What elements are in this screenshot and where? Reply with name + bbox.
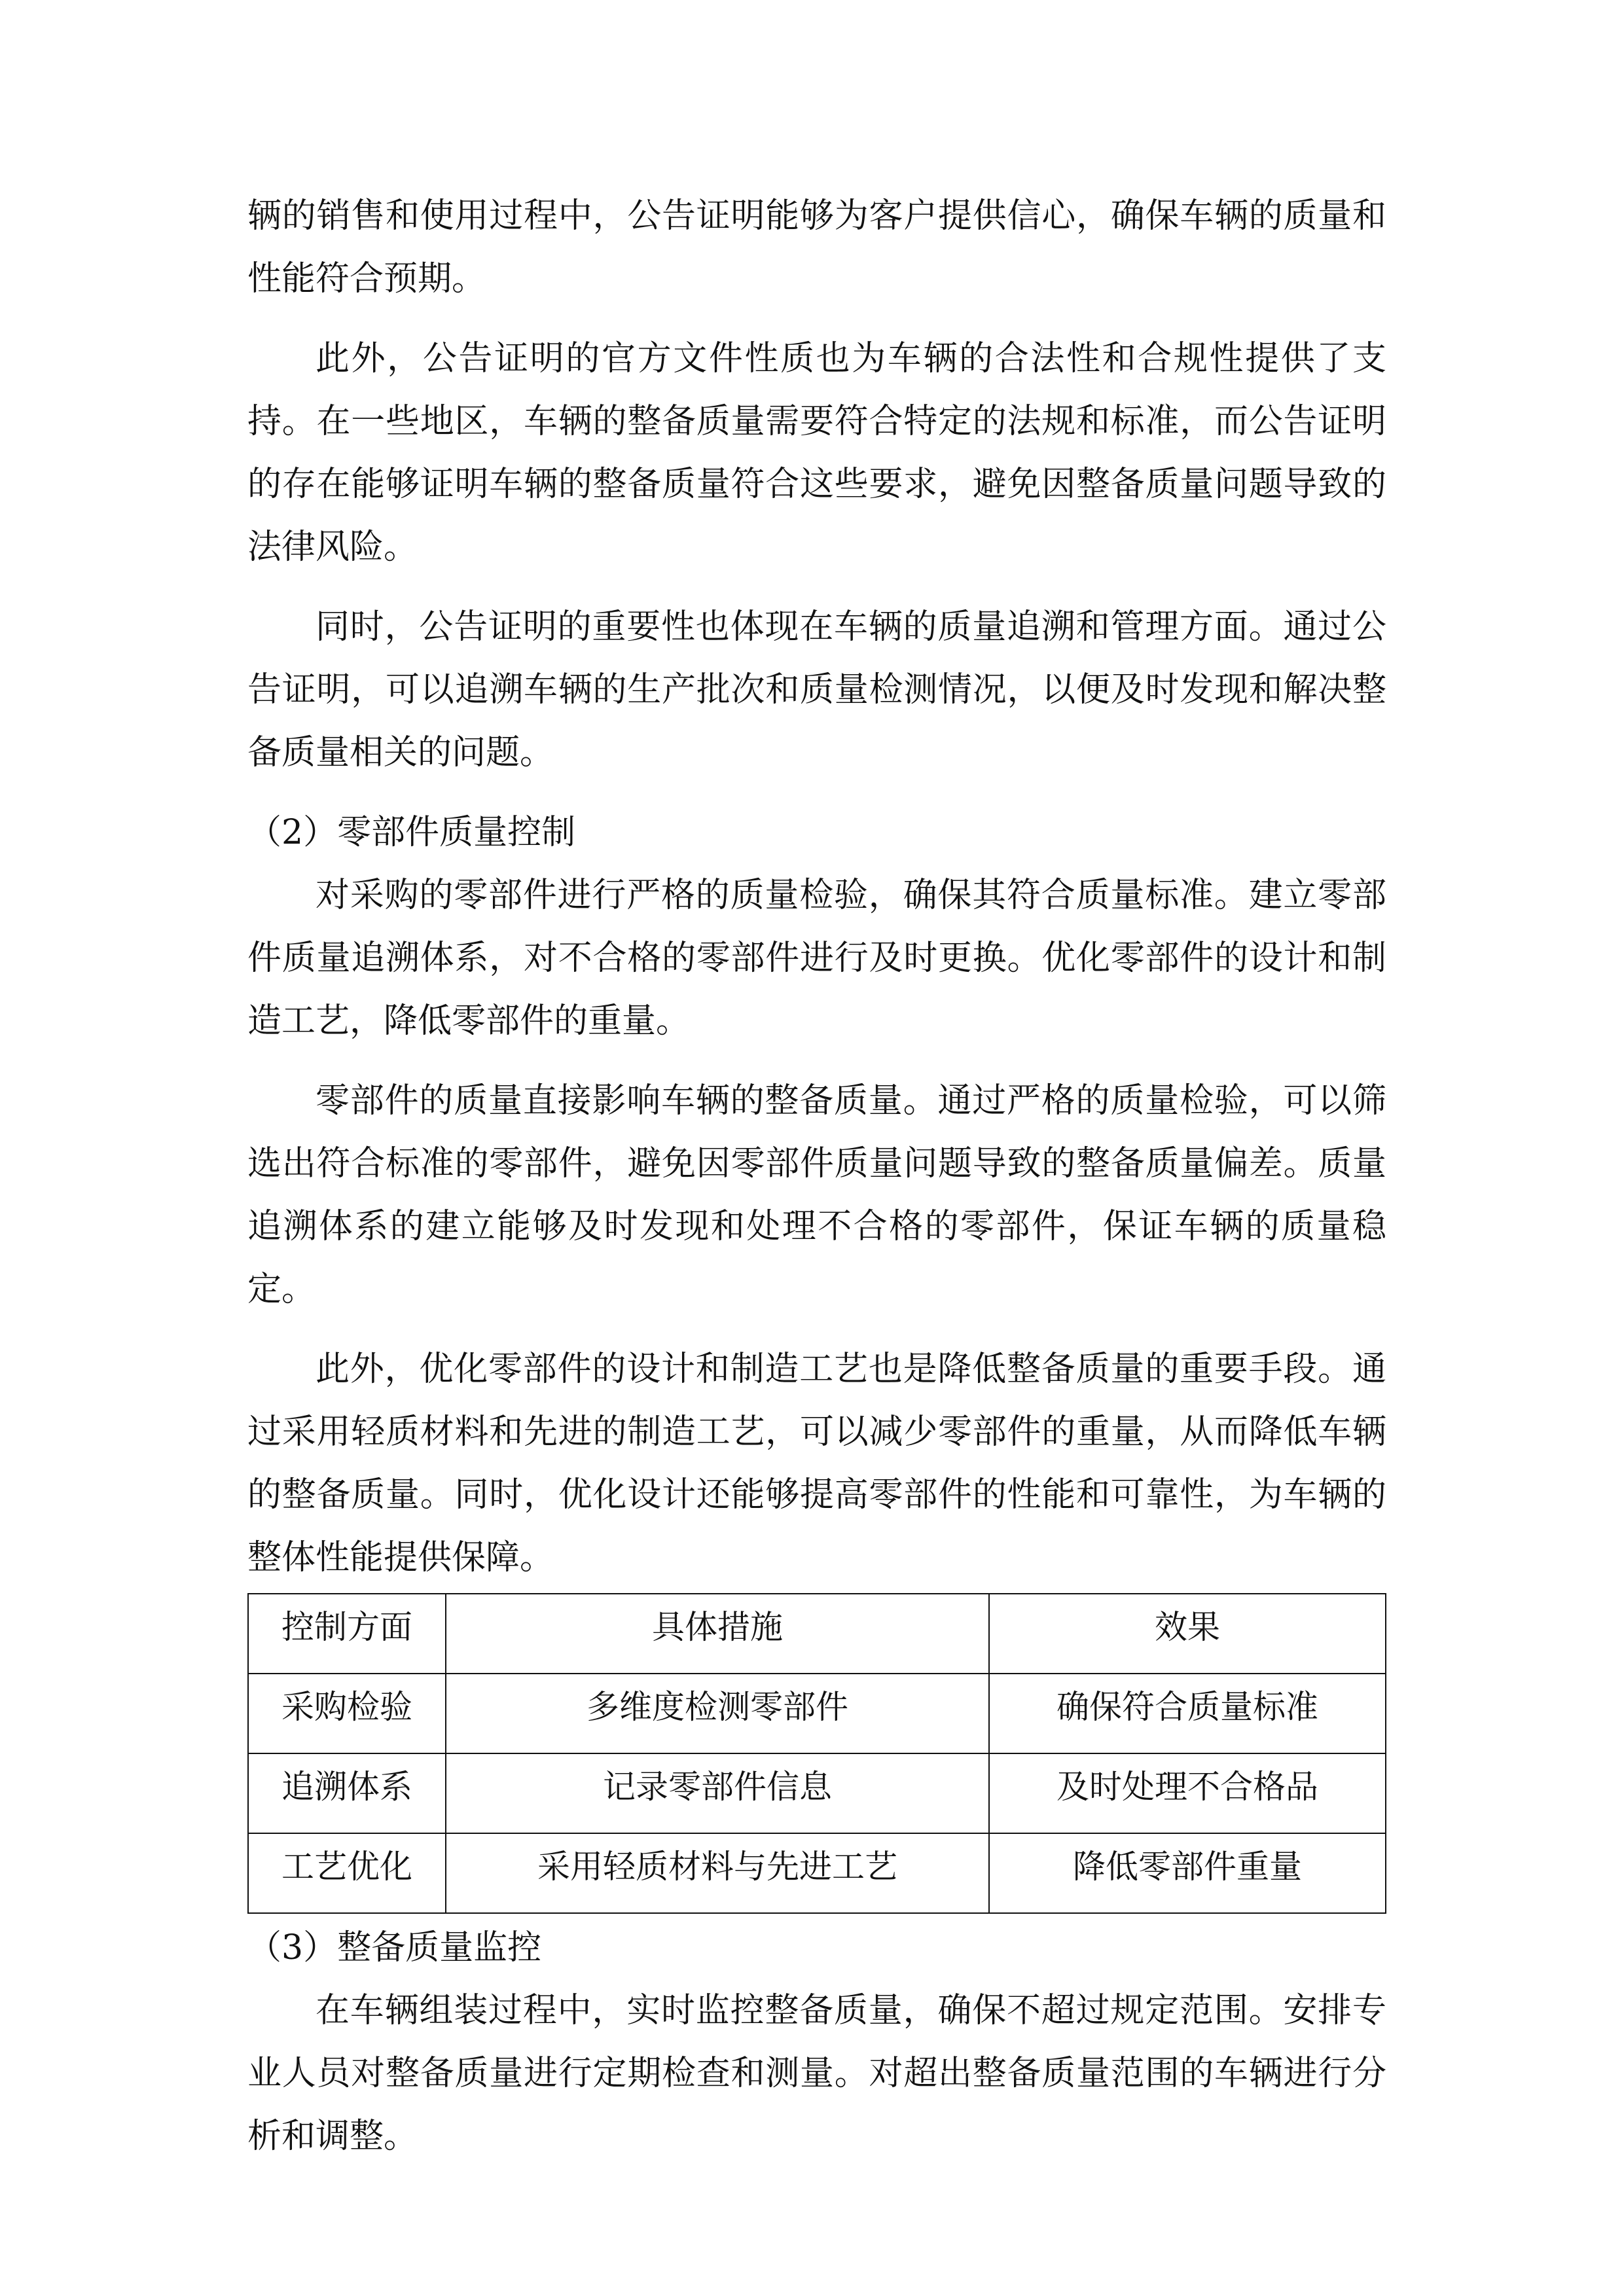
table-cell: 采购检验 [248, 1674, 446, 1753]
table-header-cell: 控制方面 [248, 1594, 446, 1674]
table-header-row [248, 1594, 1386, 1674]
table-cell: 及时处理不合格品 [989, 1753, 1386, 1833]
paragraph: 此外，优化零部件的设计和制造工艺也是降低整备质量的重要手段。通过采用轻质材料和先进的制造工艺，可以减少零部件的重量，从而降低车辆的整备质量。同时，优化设计还能够提高零部件的性能和可靠性，为车辆的整体性能提供保障。 [247, 1350, 1386, 1577]
paragraph: 辆的销售和使用过程中，公告证明能够为客户提供信心，确保车辆的质量和性能符合预期。 [247, 196, 1386, 298]
section-heading: （2）零部件质量控制 [247, 813, 576, 852]
quality-control-table [247, 1593, 1386, 1914]
paragraph: 对采购的零部件进行严格的质量检验，确保其符合质量标准。建立零部件质量追溯体系，对不合格的零部件进行及时更换。优化零部件的设计和制造工艺，降低零部件的重量。 [247, 876, 1386, 1041]
table-row [248, 1833, 1386, 1913]
table-cell: 采用轻质材料与先进工艺 [446, 1833, 989, 1913]
paragraph: 同时，公告证明的重要性也体现在车辆的质量追溯和管理方面。通过公告证明，可以追溯车辆的生产批次和质量检测情况，以便及时发现和解决整备质量相关的问题。 [247, 607, 1386, 772]
paragraph: 零部件的质量直接影响车辆的整备质量。通过严格的质量检验，可以筛选出符合标准的零部件，避免因零部件质量问题导致的整备质量偏差。质量追溯体系的建立能够及时发现和处理不合格的零部件，保证车辆的质量稳定。 [247, 1081, 1386, 1309]
paragraph: 在车辆组装过程中，实时监控整备质量，确保不超过规定范围。安排专业人员对整备质量进行定期检查和测量。对超出整备质量范围的车辆进行分析和调整。 [247, 1991, 1386, 2156]
section-heading: （3）整备质量监控 [247, 1928, 542, 1967]
table-row [248, 1674, 1386, 1753]
table-row [248, 1753, 1386, 1833]
table-cell: 追溯体系 [248, 1753, 446, 1833]
document-page [247, 185, 1386, 2185]
table-header-cell: 具体措施 [446, 1594, 989, 1674]
table-cell: 多维度检测零部件 [446, 1674, 989, 1753]
table-cell: 降低零部件重量 [989, 1833, 1386, 1913]
table-cell: 记录零部件信息 [446, 1753, 989, 1833]
paragraph: 此外，公告证明的官方文件性质也为车辆的合法性和合规性提供了支持。在一些地区，车辆的整备质量需要符合特定的法规和标准，而公告证明的存在能够证明车辆的整备质量符合这些要求，避免因整备质量问题导致的法律风险。 [247, 339, 1386, 567]
table-header-cell: 效果 [989, 1594, 1386, 1674]
table-cell: 工艺优化 [248, 1833, 446, 1913]
table-cell: 确保符合质量标准 [989, 1674, 1386, 1753]
